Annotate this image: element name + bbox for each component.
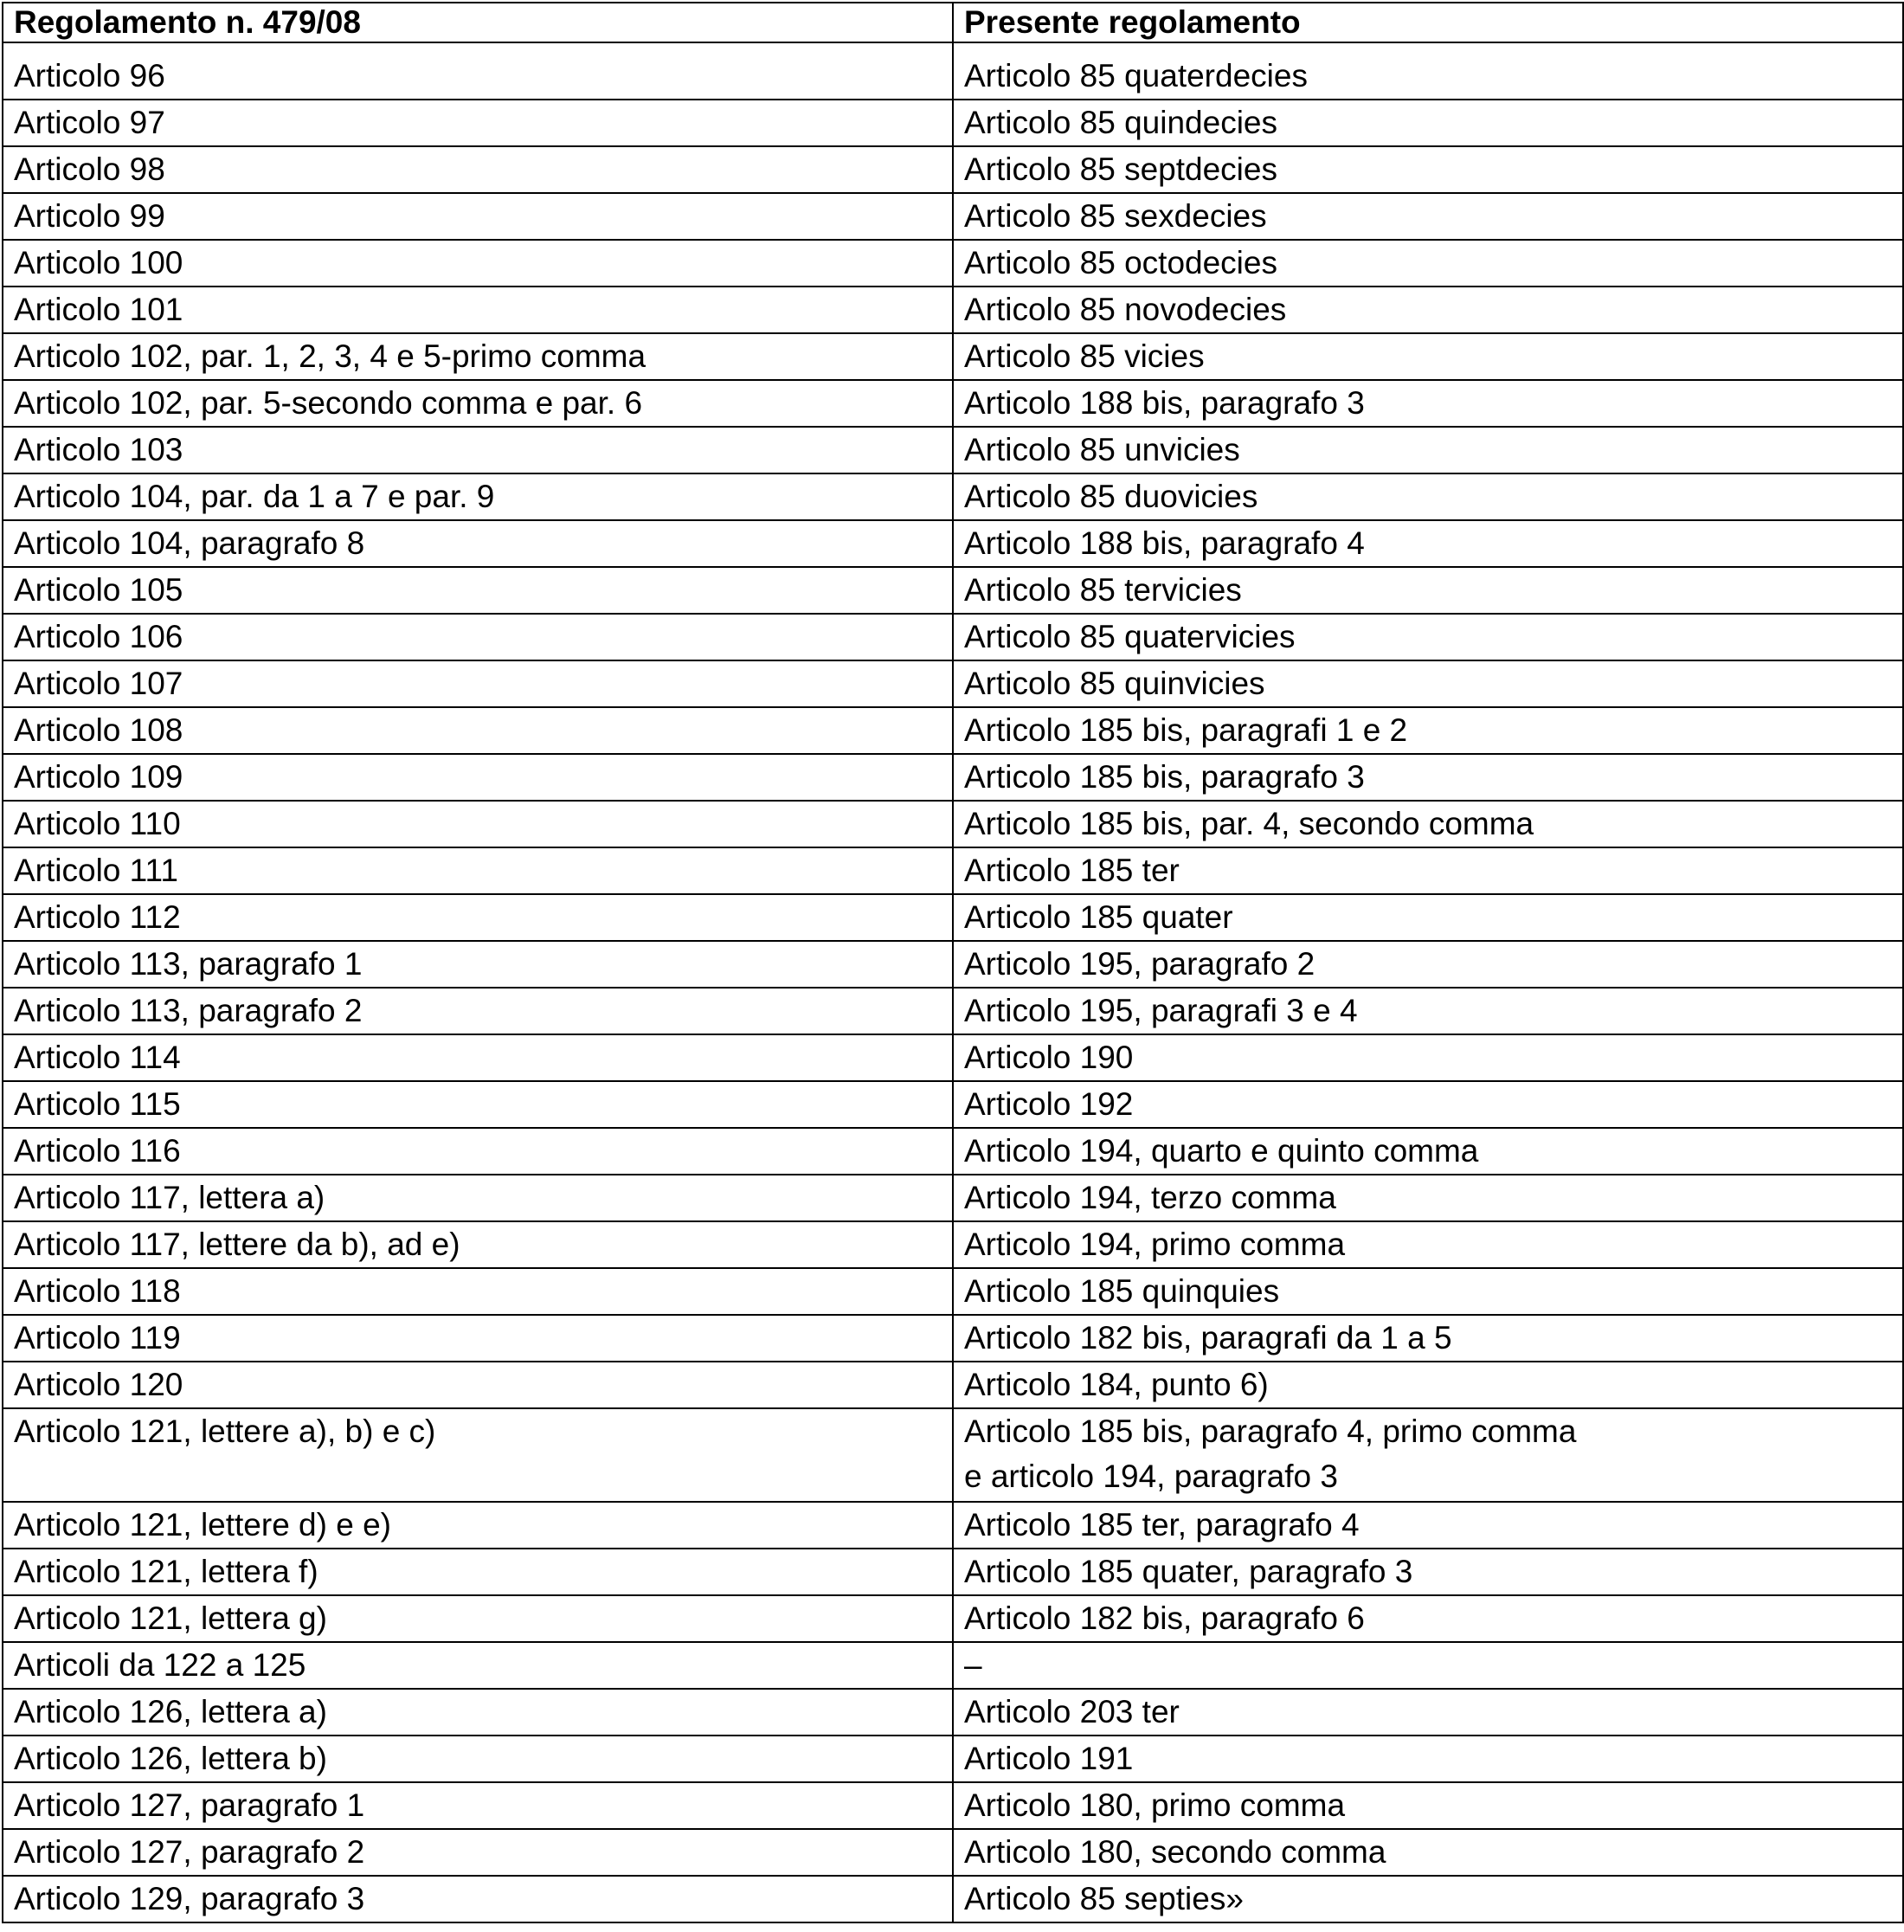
table-row: [3, 988, 1903, 1034]
table-row: [3, 1128, 1903, 1175]
cell-old-article: Articolo 105: [3, 567, 953, 614]
cell-present-article: Articolo 182 bis, paragrafo 6: [953, 1595, 1903, 1642]
header-old-regulation: Regolamento n. 479/08: [3, 3, 953, 42]
table-row: [3, 847, 1903, 894]
cell-old-article: Articolo 129, paragrafo 3: [3, 1876, 953, 1922]
cell-old-article: Articolo 102, par. 1, 2, 3, 4 e 5-primo comma: [3, 333, 953, 380]
table-row: [3, 801, 1903, 847]
cell-old-article: Articolo 112: [3, 894, 953, 941]
cell-present-article: Articolo 185 bis, paragrafo 3: [953, 754, 1903, 801]
cell-old-article: Articolo 96: [3, 42, 953, 100]
cell-present-article: Articolo 195, paragrafi 3 e 4: [953, 988, 1903, 1034]
header-present-regulation: Presente regolamento: [953, 3, 1903, 42]
table-row: [3, 1595, 1903, 1642]
table-row: [3, 287, 1903, 333]
cell-old-article: Articolo 127, paragrafo 2: [3, 1829, 953, 1876]
cell-present-article: Articolo 203 ter: [953, 1689, 1903, 1736]
cell-present-article: Articolo 85 octodecies: [953, 240, 1903, 287]
cell-old-article: Articolo 113, paragrafo 2: [3, 988, 953, 1034]
cell-old-article: Articolo 121, lettera g): [3, 1595, 953, 1642]
cell-present-article: Articolo 85 duovicies: [953, 473, 1903, 520]
table-row: [3, 1362, 1903, 1408]
table-header-row: [3, 3, 1903, 42]
table-row: [3, 333, 1903, 380]
cell-present-article: Articolo 185 ter, paragrafo 4: [953, 1502, 1903, 1549]
cell-old-article: Articolo 121, lettere a), b) e c): [3, 1408, 953, 1502]
table-row: [3, 941, 1903, 988]
cell-old-article: Articolo 121, lettere d) e e): [3, 1502, 953, 1549]
cell-old-article: Articolo 118: [3, 1268, 953, 1315]
table-row: [3, 1502, 1903, 1549]
cell-old-article: Articolo 107: [3, 660, 953, 707]
table-row: [3, 100, 1903, 146]
correlation-table: [2, 2, 1904, 1923]
table-row: [3, 1175, 1903, 1221]
cell-present-article: Articolo 85 septdecies: [953, 146, 1903, 193]
table-row: [3, 193, 1903, 240]
cell-present-article: Articolo 85 quaterdecies: [953, 42, 1903, 100]
cell-present-article: [953, 1408, 1903, 1502]
cell-present-article: Articolo 194, primo comma: [953, 1221, 1903, 1268]
table-row: [3, 1315, 1903, 1362]
cell-present-article: Articolo 185 quinquies: [953, 1268, 1903, 1315]
table-row: [3, 614, 1903, 660]
table-row: [3, 894, 1903, 941]
table-row: [3, 707, 1903, 754]
cell-old-article: Articolo 117, lettere da b), ad e): [3, 1221, 953, 1268]
cell-present-article: Articolo 194, terzo comma: [953, 1175, 1903, 1221]
cell-present-article: –: [953, 1642, 1903, 1689]
cell-old-article: Articolo 97: [3, 100, 953, 146]
table-row: [3, 1642, 1903, 1689]
cell-present-article: Articolo 190: [953, 1034, 1903, 1081]
cell-present-article: Articolo 85 sexdecies: [953, 193, 1903, 240]
cell-old-article: Articolo 106: [3, 614, 953, 660]
cell-old-article: Articolo 108: [3, 707, 953, 754]
cell-old-article: Articolo 100: [3, 240, 953, 287]
cell-present-article: Articolo 85 vicies: [953, 333, 1903, 380]
table-row: [3, 567, 1903, 614]
cell-present-article: Articolo 195, paragrafo 2: [953, 941, 1903, 988]
cell-old-article: Articolo 98: [3, 146, 953, 193]
cell-present-article: Articolo 185 bis, paragrafi 1 e 2: [953, 707, 1903, 754]
cell-present-article: Articolo 85 unvicies: [953, 427, 1903, 473]
cell-old-article: Articolo 121, lettera f): [3, 1549, 953, 1595]
cell-old-article: Articolo 110: [3, 801, 953, 847]
cell-old-article: Articolo 116: [3, 1128, 953, 1175]
table-row: [3, 1408, 1903, 1502]
table-row: [3, 1689, 1903, 1736]
table-row: [3, 146, 1903, 193]
table-row: [3, 1876, 1903, 1922]
table-row: [3, 1549, 1903, 1595]
cell-line: e articolo 194, paragrafo 3: [964, 1459, 1338, 1494]
cell-old-article: Articolo 104, par. da 1 a 7 e par. 9: [3, 473, 953, 520]
cell-old-article: Articolo 119: [3, 1315, 953, 1362]
table-row: [3, 1081, 1903, 1128]
cell-present-article: Articolo 182 bis, paragrafi da 1 a 5: [953, 1315, 1903, 1362]
cell-old-article: Articolo 111: [3, 847, 953, 894]
table-row: [3, 1268, 1903, 1315]
table-row: [3, 42, 1903, 100]
cell-present-article: Articolo 188 bis, paragrafo 4: [953, 520, 1903, 567]
cell-old-article: Articolo 103: [3, 427, 953, 473]
cell-present-article: Articolo 85 novodecies: [953, 287, 1903, 333]
table-row: [3, 473, 1903, 520]
cell-present-article: Articolo 85 septies»: [953, 1876, 1903, 1922]
cell-old-article: Articolo 120: [3, 1362, 953, 1408]
cell-present-article: Articolo 180, secondo comma: [953, 1829, 1903, 1876]
cell-old-article: Articolo 117, lettera a): [3, 1175, 953, 1221]
cell-present-article: Articolo 85 quatervicies: [953, 614, 1903, 660]
cell-present-article: Articolo 188 bis, paragrafo 3: [953, 380, 1903, 427]
cell-old-article: Articolo 102, par. 5-secondo comma e par. 6: [3, 380, 953, 427]
cell-present-article: Articolo 185 bis, par. 4, secondo comma: [953, 801, 1903, 847]
cell-old-article: Articolo 115: [3, 1081, 953, 1128]
table-row: [3, 754, 1903, 801]
cell-old-article: Articolo 126, lettera a): [3, 1689, 953, 1736]
cell-present-article: Articolo 185 ter: [953, 847, 1903, 894]
cell-old-article: Articolo 104, paragrafo 8: [3, 520, 953, 567]
cell-line: Articolo 185 bis, paragrafo 4, primo comma: [964, 1414, 1577, 1449]
cell-present-article: Articolo 192: [953, 1081, 1903, 1128]
table-row: [3, 660, 1903, 707]
table-body: [3, 42, 1903, 1922]
table-row: [3, 1829, 1903, 1876]
cell-present-article: Articolo 85 tervicies: [953, 567, 1903, 614]
table-row: [3, 520, 1903, 567]
cell-present-article: Articolo 194, quarto e quinto comma: [953, 1128, 1903, 1175]
table-row: [3, 380, 1903, 427]
table-row: [3, 1736, 1903, 1782]
cell-present-article: Articolo 85 quindecies: [953, 100, 1903, 146]
cell-present-article: Articolo 184, punto 6): [953, 1362, 1903, 1408]
cell-old-article: Articolo 109: [3, 754, 953, 801]
cell-present-article: Articolo 180, primo comma: [953, 1782, 1903, 1829]
table-row: [3, 1034, 1903, 1081]
cell-old-article: Articolo 99: [3, 193, 953, 240]
cell-old-article: Articoli da 122 a 125: [3, 1642, 953, 1689]
table-row: [3, 427, 1903, 473]
cell-present-article: Articolo 191: [953, 1736, 1903, 1782]
cell-present-article: Articolo 185 quater: [953, 894, 1903, 941]
cell-old-article: Articolo 126, lettera b): [3, 1736, 953, 1782]
cell-present-article: Articolo 185 quater, paragrafo 3: [953, 1549, 1903, 1595]
cell-old-article: Articolo 113, paragrafo 1: [3, 941, 953, 988]
cell-old-article: Articolo 127, paragrafo 1: [3, 1782, 953, 1829]
table-row: [3, 1782, 1903, 1829]
cell-old-article: Articolo 101: [3, 287, 953, 333]
cell-old-article: Articolo 114: [3, 1034, 953, 1081]
table-row: [3, 1221, 1903, 1268]
table-row: [3, 240, 1903, 287]
cell-present-article: Articolo 85 quinvicies: [953, 660, 1903, 707]
